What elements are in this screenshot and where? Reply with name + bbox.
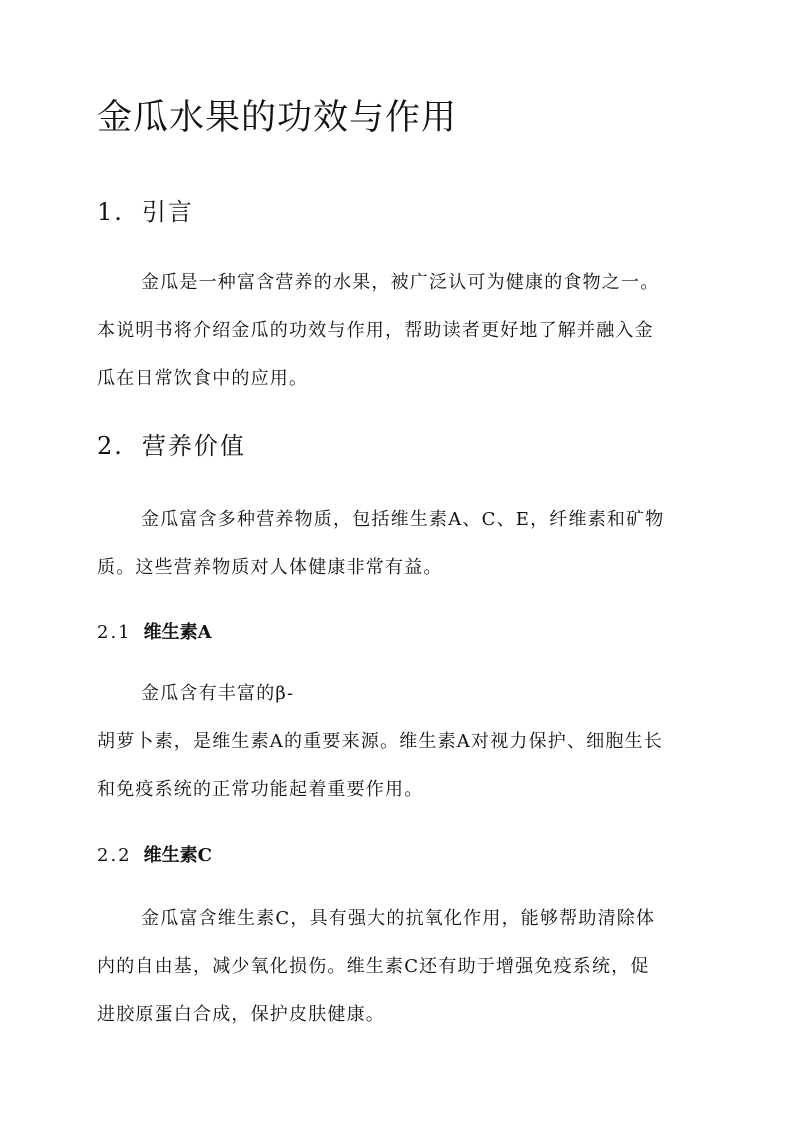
paragraph-line: 瓜在日常饮食中的应用。 bbox=[97, 368, 309, 389]
paragraph-line: 金瓜富含多种营养物质，包括维生素A、C、E，纤维素和矿物 bbox=[141, 509, 665, 530]
subsection-title: 维生素C bbox=[143, 845, 212, 866]
vitamin-a-paragraph bbox=[97, 670, 707, 814]
section-title: 引言 bbox=[141, 198, 194, 226]
vitamin-c-paragraph bbox=[97, 895, 707, 1039]
subsection-title: 维生素A bbox=[143, 622, 212, 643]
paragraph-line: 进胶原蛋白合成，保护皮肤健康。 bbox=[97, 1004, 385, 1025]
paragraph-line: 本说明书将介绍金瓜的功效与作用，帮助读者更好地了解并融入金 bbox=[97, 320, 654, 341]
subsection-heading-vitamin-c bbox=[97, 843, 212, 869]
section-title: 营养价值 bbox=[141, 432, 246, 460]
paragraph-line: 金瓜含有丰富的β- bbox=[141, 683, 295, 704]
subsection-number: 2.1 bbox=[97, 622, 132, 643]
section-number: 1. bbox=[97, 198, 124, 226]
section-number: 2. bbox=[97, 432, 124, 460]
nutrition-paragraph bbox=[97, 496, 707, 592]
document-title: 金瓜水果的功效与作用 bbox=[97, 98, 458, 138]
paragraph-line: 金瓜富含维生素C，具有强大的抗氧化作用，能够帮助清除体 bbox=[141, 908, 656, 929]
subsection-heading-vitamin-a bbox=[97, 620, 212, 646]
section-heading-nutrition bbox=[97, 430, 246, 462]
subsection-number: 2.2 bbox=[97, 845, 132, 866]
paragraph-line: 金瓜是一种富含营养的水果，被广泛认可为健康的食物之一。 bbox=[141, 272, 660, 293]
paragraph-line: 质。这些营养物质对人体健康非常有益。 bbox=[97, 557, 443, 578]
paragraph-line: 内的自由基，减少氧化损伤。维生素C还有助于增强免疫系统，促 bbox=[97, 956, 650, 977]
paragraph-line: 和免疫系统的正常功能起着重要作用。 bbox=[97, 779, 424, 800]
section-heading-introduction bbox=[97, 196, 194, 228]
introduction-paragraph bbox=[97, 259, 707, 403]
paragraph-line: 胡萝卜素，是维生素A的重要来源。维生素A对视力保护、细胞生长 bbox=[97, 731, 663, 752]
